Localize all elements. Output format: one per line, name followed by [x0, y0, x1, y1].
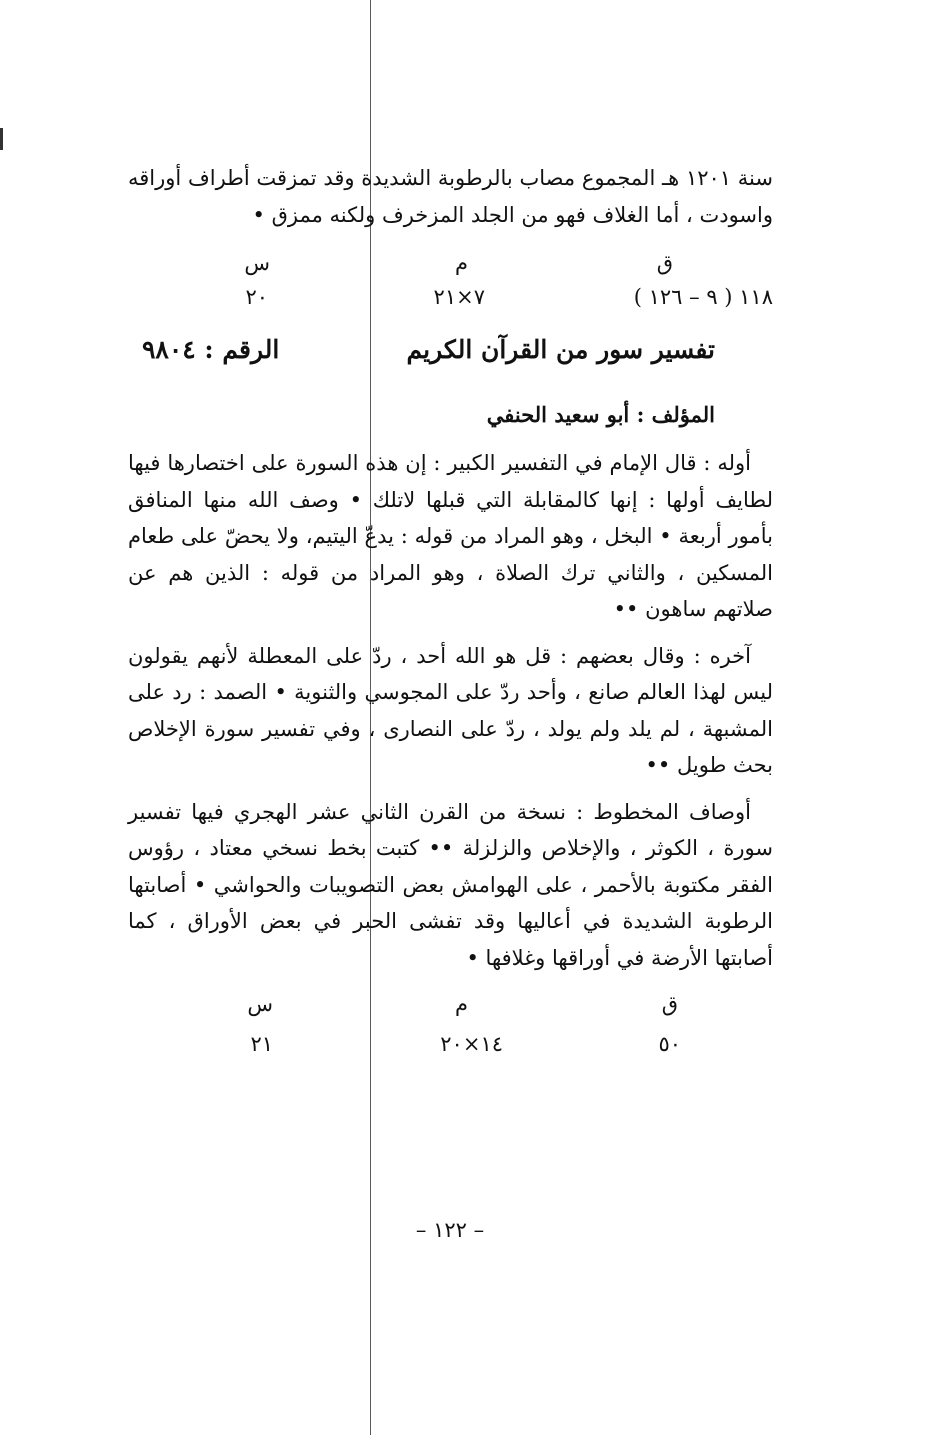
entry-number: الرقم : ٩٨٠٤ [142, 335, 280, 364]
label-size: م [454, 251, 468, 275]
catalog-page [128, 160, 773, 1066]
value-leaves: ١١٨ ( ٩ – ١٢٦ ) [633, 285, 773, 309]
measures-labels-1 [128, 251, 773, 285]
intro-paragraph: سنة ١٢٠١ هـ المجموع مصاب بالرطوبة الشديدة وقد تمزقت أطراف أوراقه واسودت ، أما الغلاف فهو من الجلد المزخرف ولكنه ممزق • [128, 166, 773, 227]
measures-values-2 [128, 1032, 773, 1066]
label-size: م [454, 992, 468, 1016]
entry-beginning: أوله : قال الإمام في التفسير الكبير : إن هذه السورة على اختصارها فيها لطايف أولها : إنها كالمقابلة التي قبلها لاتلك • وصف الله منها المنافق بأمور أربعة • البخل ، وهو المراد من قوله : يدعّ اليتيم، ولا يحضّ على طعام المسكين ، والثاني ترك الصلاة ، وهو المراد من قوله : الذين هم عن صلاتهم ساهون •• [128, 451, 773, 621]
entry-header [128, 335, 773, 387]
value-lines: ٢٠ [245, 285, 268, 309]
entry-author: المؤلف : أبو سعيد الحنفي [486, 402, 715, 427]
entry-description: أوصاف المخطوط : نسخة من القرن الثاني عشر الهجري فيها تفسير سورة ، الكوثر ، والإخلاص والزلزلة •• كتبت بخط نسخي معتاد ، رؤوس الفقر مكتوبة بالأحمر ، على الهوامش بعض التصويبات والحواشي • أصابتها الرطوبة الشديدة في أعاليها وقد تفشى الحبر في بعض الأوراق ، كما أصابتها الأرضة في أوراقها وغلافها • [128, 799, 773, 970]
measures-values-1 [128, 285, 773, 319]
scan-edge-mark [0, 128, 3, 150]
page-number: – ١٢٢ – [415, 1218, 485, 1242]
measures-labels-2 [128, 992, 773, 1026]
value-size: ١٤×٢٠ [440, 1032, 503, 1056]
label-lines: س [247, 992, 273, 1016]
label-leaves: ق [656, 251, 673, 275]
entry-ending: آخره : وقال بعضهم : قل هو الله أحد ، ردّ على المعطلة لأنهم يقولون ليس لهذا العالم صانع ، وأحد ردّ على المجوسي والثنوية • الصمد : رد على المشبهة ، لم يلد ولم يولد ، ردّ على النصارى ، وفي تفسير سورة الإخلاص بحث طويل •• [128, 643, 773, 777]
value-leaves: ٥٠ [658, 1032, 681, 1056]
label-lines: س [244, 251, 270, 275]
label-leaves: ق [661, 992, 678, 1016]
entry-title: تفسير سور من القرآن الكريم [406, 335, 715, 364]
value-lines: ٢١ [250, 1032, 273, 1056]
value-size: ٧×٢١ [433, 285, 485, 309]
